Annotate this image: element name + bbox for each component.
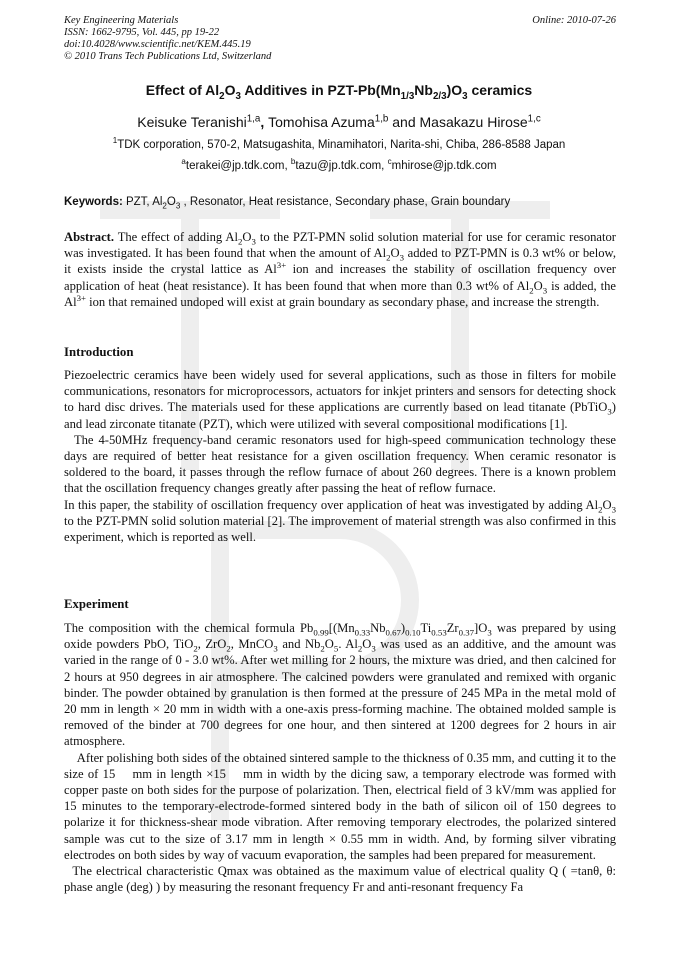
paragraph: Piezoelectric ceramics have been widely used for several applications, such as those in filters for mobile communications, resonators for microprocessors, actuators for inkjet printers and sensors for detecting shock to hard disc drives. The materials used for these applications are currently based on lead titanate (PbTiO$_3$) and lead zirconate titanate (PZT), which were utilized with several compositional modifications [1].	[64, 368, 616, 431]
author-name: Keisuke Teranishi	[137, 114, 247, 130]
paper-title: Effect of $Al_2O_3$ Additives in PZT-$Pb(Mn_{1/3}Nb_{2/3})O_3$ ceramics	[145, 82, 533, 102]
keywords-label: Keywords:	[64, 196, 123, 208]
affiliation: $^1$TDK corporation, 570-2, Matsugashita, Minamihatori, Narita-shi, Chiba, 286-8588 Japan	[112, 136, 566, 151]
keywords: Keywords: PZT, $Al_2O_3$ , Resonator, Heat resistance, Secondary phase, Grain boundary	[64, 196, 511, 211]
copyright-line: © 2010 Trans Tech Publications Ltd, Switzerland	[64, 51, 272, 62]
section-heading-experiment: Experiment	[64, 597, 129, 611]
paragraph: The 4-50MHz frequency-band ceramic resonators used for high-speed communication technology these days are required of better heat resistance for a given oscillation frequency. When ceramic resonator is soldered to the board, it passes through the reflow furnace of about 260 degrees. There is a known problem that the oscillation frequency changes greatly after passing the heat of reflow furnace.	[64, 432, 620, 496]
paragraph: In this paper, the stability of oscillation frequency over application of heat was investigated by adding $Al_2O_3$ to the PZT-PMN solid solution material [2]. The improvement of material strength was also confirmed in this experiment, which is reported as well.	[64, 497, 616, 545]
issn-line: ISSN: 1662-9795, Vol. 445, pp 19-22	[64, 27, 220, 38]
paragraph: After polishing both sides of the obtained sintered sample to the thickness of 0.35 mm, and cutting it to the size of 15 mm in length ×15 mm in width by the dicing saw, a temporary electrode was formed with copper paste on both sides for the purpose of polarization. Then, electrical field of 3 kV/mm was applied for 15 minutes to the temporary-electrode-formed sintered body in the bath of silicon oil of 150 degrees to polarize it for thickness-shear mode vibration. After removing temporary electrodes, the polarized sintered sample was cut to the size of 3.17 mm in length × 0.55 mm in width. And, by forming silver vibrating electrodes on both sides by way of vacuum evaporation, the samples had been prepared for measurement.	[64, 750, 620, 862]
author-name: Tomohisa Azuma	[268, 114, 375, 130]
paragraph: The electrical characteristic Qmax was obtained as the maximum value of electrical quality Q ( =tanθ, θ: phase angle (deg) ) by measuring the resonant frequency Fr and anti-resonant frequency Fa	[64, 864, 620, 895]
paragraph: The composition with the chemical formula $Pb_{0.99}[(Mn_{0.33}Nb_{0.67})_{0.10}Ti_{0.53}Zr_{0.37}]O_3$ was prepared by using oxide powders PbO, TiO$_2$, ZrO$_2$, MnCO$_3$ and $Nb_2O_5$. $Al_2O_3$ was used as an additive, and the amount was varied in the range of 0 - 3.0 wt%. After wet milling for 2 hours, the mixture was dried, and then calcined for 2 hours at 950 degrees in air atmosphere. The calcined powders were granulated and remixed with organic binder. The powder obtained by granulation is then formed at the pressure of 245 MPa in the metal mold of 20 mm in length × 20 mm in width with a one-axis press-forming machine. The obtained molded sample is removed of the binder at 700 degrees for one hour, and then sintered at 1200 degrees for 2 hours in air atmosphere.	[64, 621, 616, 749]
introduction-body	[64, 367, 620, 545]
author-name: Masakazu Hirose	[419, 114, 528, 130]
author-emails: $^a$terakei@jp.tdk.com, $^b$tazu@jp.tdk.com, $^c$mhirose@jp.tdk.com	[181, 157, 497, 172]
journal-name: Key Engineering Materials	[64, 15, 179, 26]
abstract-label: Abstract.	[64, 230, 115, 244]
journal-header	[64, 15, 616, 63]
abstract: Abstract. The effect of adding $Al_2O_3$ to the PZT-PMN solid solution material for use for ceramic resonator was investigated. It has been found that when the amount of $Al_2O_3$ added to PZT-PMN is 0.3 wt% or below, it exists inside the crystal lattice as $Al^{3+}$ ion and increases the stability of oscillation frequency over application of heat (heat resistance). It has been found that when more than 0.3 wt% of $Al_2O_3$ is added, the $Al^{3+}$ ion that remained undoped will exist at grain boundary as secondary phase, and increase the strength.	[64, 230, 617, 309]
section-heading-introduction: Introduction	[64, 345, 134, 359]
author-list: Keisuke Teranishi$^{1,a}$, Tomohisa Azuma$^{1,b}$ and Masakazu Hirose$^{1,c}$	[137, 113, 541, 130]
experiment-body	[64, 620, 620, 895]
online-date: Online: 2010-07-26	[532, 15, 616, 26]
doi-line: doi:10.4028/www.scientific.net/KEM.445.19	[64, 39, 251, 50]
